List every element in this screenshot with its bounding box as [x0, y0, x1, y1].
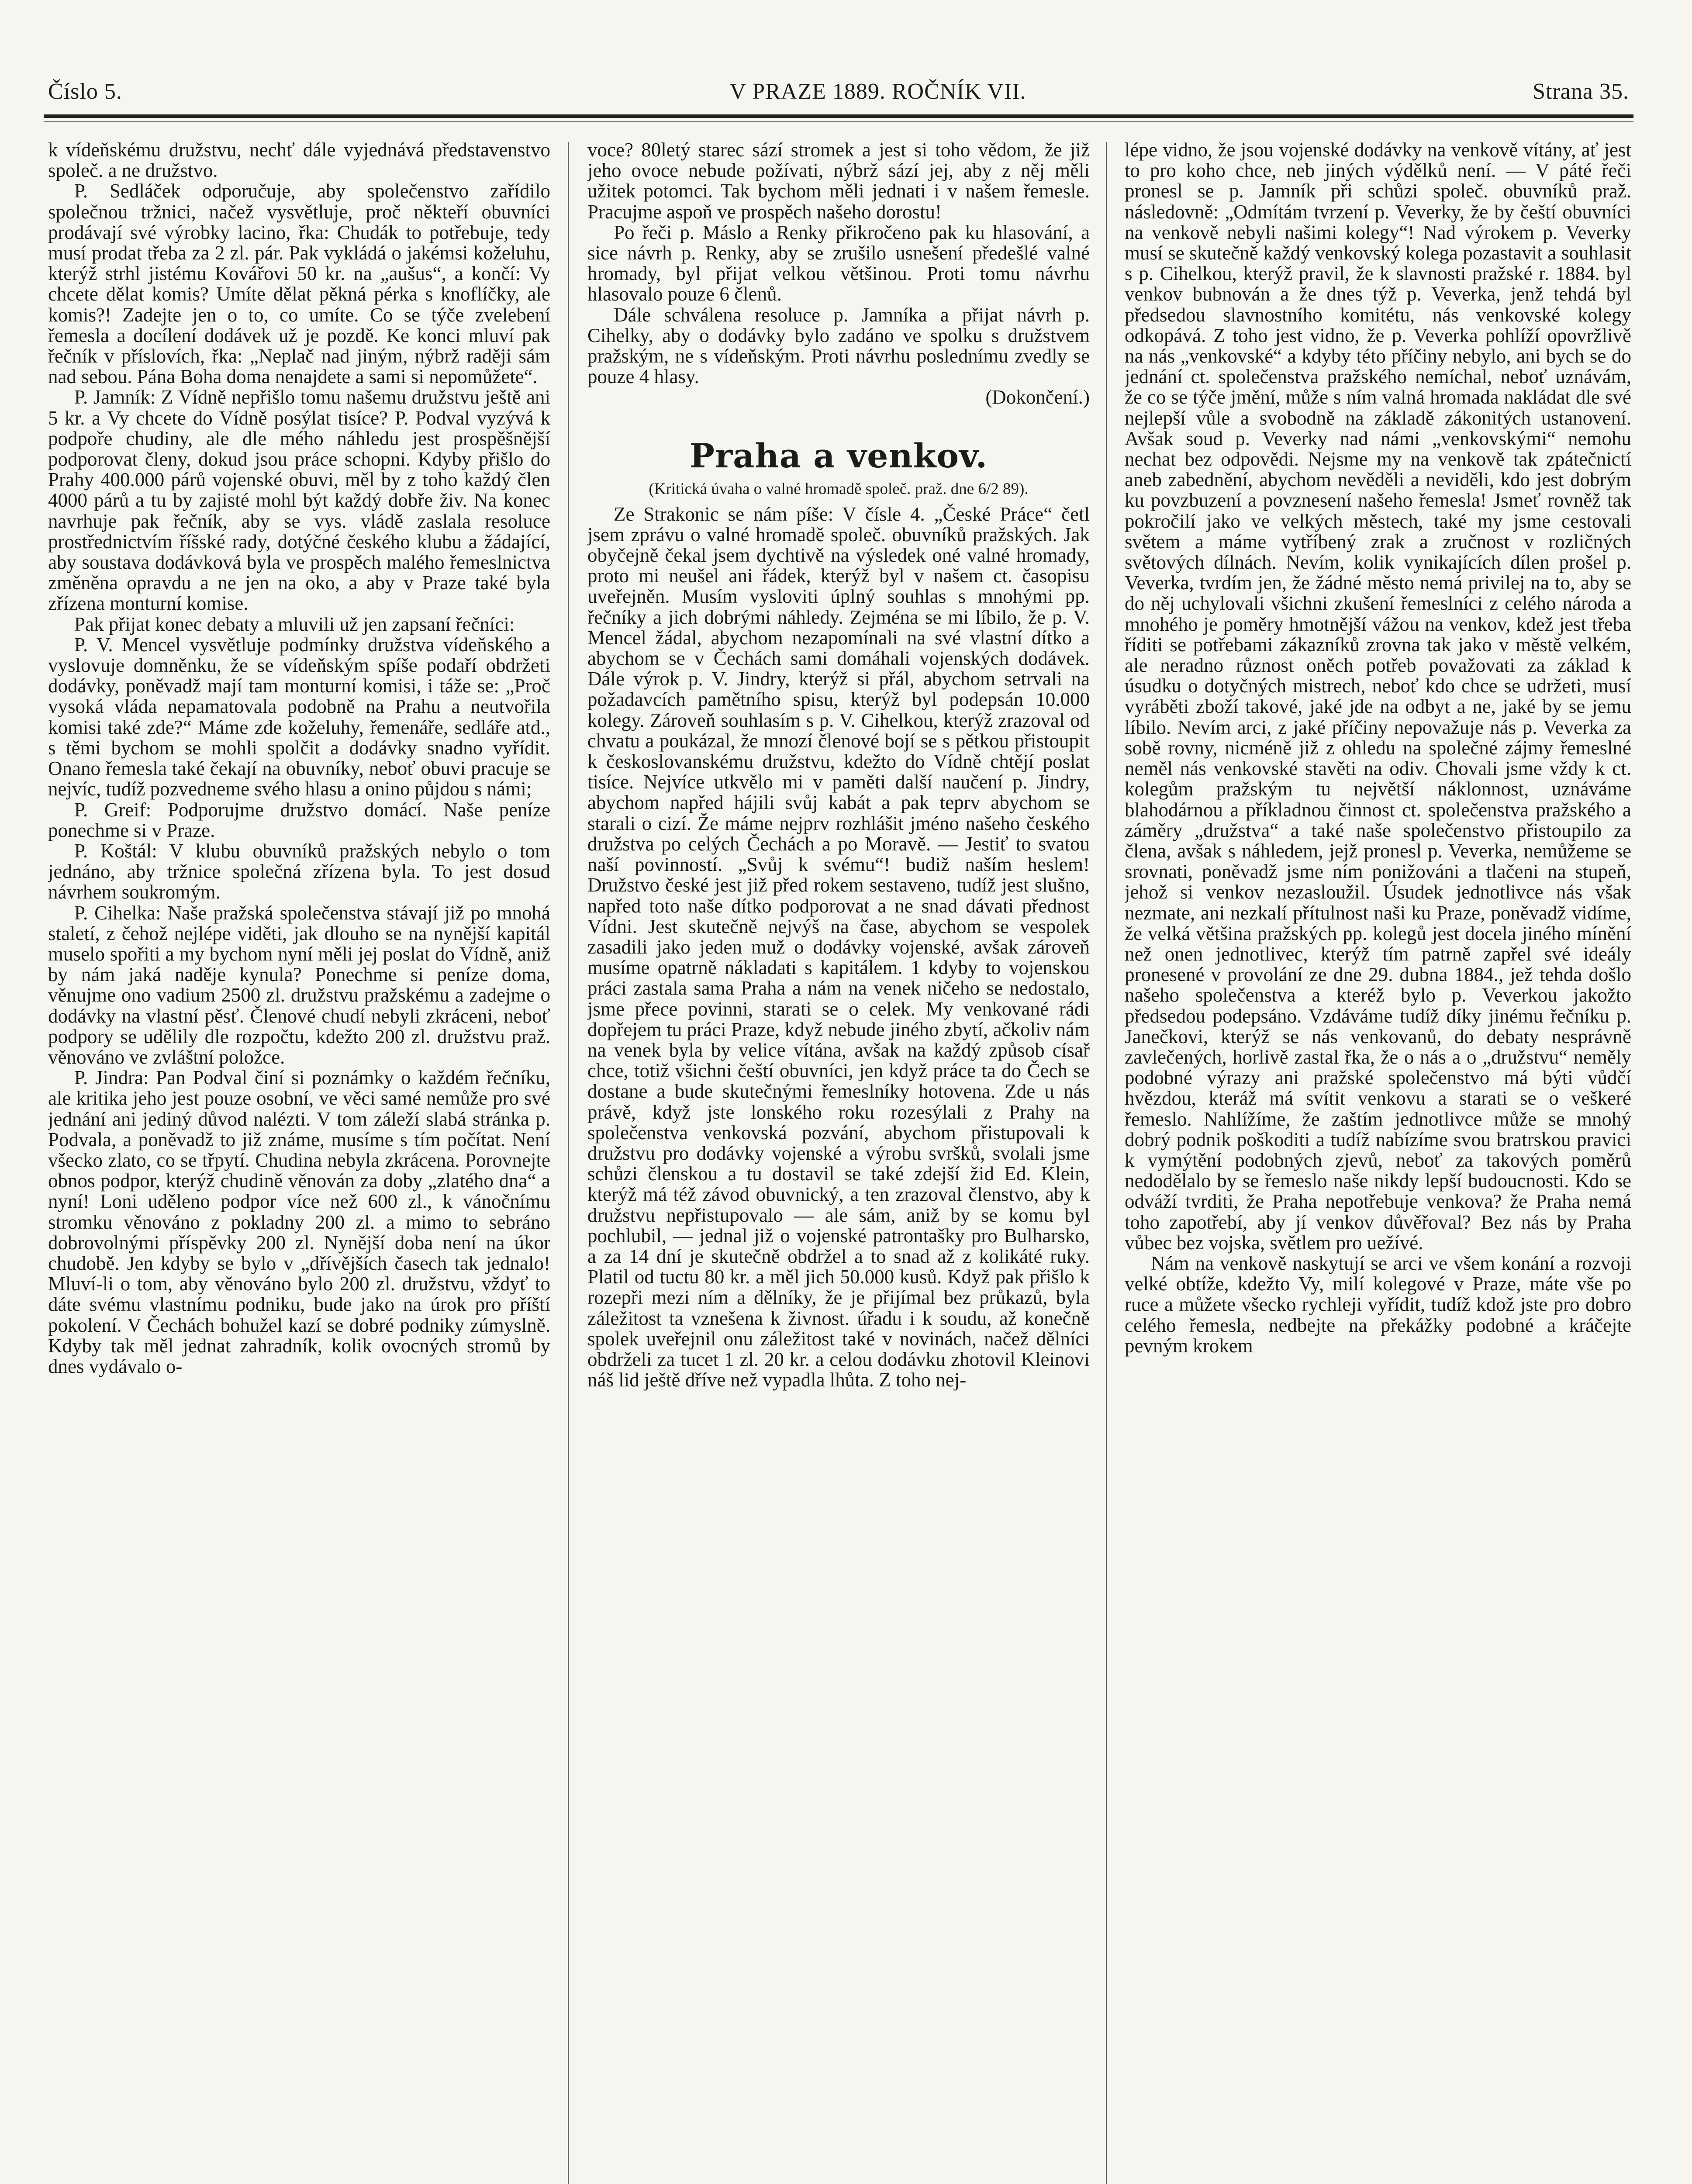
paragraph: P. Greif: Podporujme družstvo domácí. Naše peníze ponechme si v Praze.	[48, 798, 550, 841]
end-note: (Dokončení.)	[985, 386, 1090, 408]
paragraph: Pak přijat konec debaty a mluvili už jen zapsaní řečníci:	[74, 613, 515, 635]
section-subtitle: (Kritická úvaha o valné hromadě společ. praž. dne 6/2 89).	[649, 480, 1029, 498]
column-2	[587, 140, 1090, 2184]
paragraph: Po řeči p. Máslo a Renky přikročeno pak ku hlasování, a sice návrh p. Renky, aby se zrušilo usnešení předešlé valné hromady, byl přijat velkou většinou. Proti tomu návrhu hlasovalo pouze 6 členů.	[587, 221, 1090, 305]
paragraph: P. Cihelka: Naše pražská společenstva stávají již po mnohá staletí, z čehož nejlépe viděti, jak dlouho se na nynější kapitál muselo spořiti a my bychom nyní měli jej poslat do Vídně, aniž by nám jaká naděje kynula? Ponechme si peníze doma, věnujme ono vadium 2500 zl. družstvu pražskému a zadejme o dodávky na vlastní pěsť. Členové chudí nebyli zkráceni, neboť podpory se udělily dle rozpočtu, kdežto 200 zl. družstvu praž. věnováno ve zvláštní položce.	[48, 902, 550, 1068]
column-1	[48, 140, 550, 2184]
header-rule-thin	[44, 121, 1633, 122]
page-header	[48, 74, 1629, 114]
header-rule	[44, 114, 1633, 118]
paragraph: Ze Strakonic se nám píše: V čísle 4. „České Práce“ četl jsem zprávu o valné hromadě společ. obuvníků pražských. Jak obyčejně čekal jsem dychtivě na výsledek oné valné hromady, proto mi neušel ani řádek, kterýž byl v našem ct. časopisu uveřejněn. Musím vysloviti úplný souhlas s mnohými pp. řečníky a jich dobrými náhledy. Zejména se mi líbilo, že p. V. Mencel žádal, abychom nezapomínali na své vlastní dítko a abychom se v Čechách sami domáhali vojenských dodávek. Dále výrok p. V. Jindry, kterýž si přál, abychom setrvali na požadavcích pamětního spisu, kterýž byl podepsán 10.000 kolegy. Zároveň souhlasím s p. V. Cihelkou, kterýž zrazoval od chvatu a poukázal, že mnozí členové bojí se s pětkou přistoupit k českoslovanskému družstvu, kdežto do Vídně chtějí poslat tisíce. Nejvíce utkvělo mi v paměti další naučení p. Jindry, abychom napřed hájili svůj kabát a pak teprv abychom se starali o cizí. Že máme nejprv rozhlášit jméno našeho českého družstva po celých Čechách a po Moravě. — Jestiť to svatou naší povinností. „Svůj k svému“! budiž naším heslem! Družstvo české jest již před rokem sestaveno, tudíž jest slušno, napřed toto naše dítko podporovat a ne snad dávati přednost Vídni. Jest skutečně nejvýš na čase, abychom se vespolek zasadili jako jeden muž o dodávky vojenské, avšak zároveň musíme opatrně nákladati s kapitálem. 1 kdyby to vojenskou práci zastala sama Praha a nám na venek ničeho se nedostalo, jsme přece povinni, starati se o celek. My venkované rádi dopřejem tu práci Praze, když nebude jiného zbytí, ačkoliv nám na venek byla by velice vítána, avšak na každý způsob císař chce, totiž všichni čeští obuvníci, jen když práce ta do Čech se dostane a bude skutečnými řemeslníky hotovena. Zde u nás právě, když jste lonského roku rozesýlali z Prahy na společenstva venkovská pozvání, abychom přistupovali k družstvu pro dodávky vojenské a výrobu svršků, svolali jsme schůzi členskou a tu dostavil se také zdejší žid Ed. Klein, kterýž má též závod obuvnický, a ten zrazoval členstvo, aby k družstvu nepřistupovalo — ale sám, aniž by se komu byl pochlubil, — jednal již o vojenské patrontašky pro Bulharsko, a za 14 dní je skutečně obdržel a to snad až z kolikáté ruky. Platil od tuctu 80 kr. a měl jich 50.000 kusů. Když pak přišlo k rozepři mezi ním a dělníky, že je přijímal bez průkazů, byla záležitost ta vznešena k živnost. úřadu i k soudu, až konečně spolek uveřejnil onu záležitost také v novinách, načež dělníci obdrželi za tucet 1 zl. 20 kr. a celou dodávku zhotovil Kleinovi náš lid ještě dříve než vypadla lhůta. Z toho nej-	[587, 503, 1090, 1391]
paragraph: Dále schválena resoluce p. Jamníka a přijat návrh p. Cihelky, aby o dodávky bylo zadáno ve spolku s družstvem pražským, ne s vídeňským. Proti návrhu poslednímu zvedly se pouze 4 hlasy.	[587, 304, 1090, 388]
paragraph: P. Koštál: V klubu obuvníků pražských nebylo o tom jednáno, aby tržnice společná zřízena byla. To jest dosud návrhem soukromým.	[48, 840, 550, 903]
paragraph: voce? 80letý starec sází stromek a jest si toho vědom, že již jeho ovoce nebude požívati, nýbrž sází jej, aby z něj měli užitek potomci. Tak bychom měli jednati i v našem řemesle. Pracujme aspoň ve prospěch našeho dorostu!	[587, 140, 1090, 223]
paragraph: P. Jamník: Z Vídně nepřišlo tomu našemu družstvu ještě ani 5 kr. a Vy chcete do Vídně posýlat tisíce? P. Podval vyzývá k podpoře chudiny, ale dle mého náhledu jest prospěšnější podporovat členy, dokud jsou práce schopni. Kdyby přišlo do Prahy 400.000 párů vojenské obuvi, měl by z toho každý člen 4000 párů a tu by zajisté mohl být každý dobře živ. Na konec navrhuje pak řečník, aby se vys. vládě zaslala resoluce prostřednictvím říšské rady, dotýčné českého klubu a žádající, aby soustava dodávková byla ve prospěch malého řemeslnictva změněna opravdu a ne jen na oko, a aby v Praze také byla zřízena monturní komise.	[48, 386, 550, 615]
issue-number: Číslo 5.	[48, 79, 122, 104]
paragraph: P. Sedláček odporučuje, aby společenstvo zařídilo společnou tržnici, načež vysvětluje, proč někteří obuvníci prodávají své výrobky lacino, řka: Chudák to potřebuje, tedy musí prodat třeba za 2 zl. pár. Pak vykládá o jakémsi koželuhu, kterýž strhl jistému Kovářovi 50 kr. na „aušus“, a končí: Vy chcete dělat komis? Umíte dělat pěkná pérka s knoflíčky, ale komis?! Zadejte jen o to, co umíte. Co se týče zvelebení řemesla a docílení dodávek už je pozdě. Ke konci mluví pak řečník v příslovích, řka: „Neplač nad jiným, nýbrž raději sám nad sebou. Pána Boha doma nenajdete a sami si nepomůžete“.	[48, 180, 550, 388]
paragraph: P. Jindra: Pan Podval činí si poznámky o každém řečníku, ale kritika jeho jest pouze osobní, ve věci samé nemůže pro své jednání ani jediný důvod nalézti. V tom záleží slabá stránka p. Podvala, a poněvadž to již známe, musíme s tím počítat. Není všecko zlato, co se třpytí. Chudina nebyla zkrácena. Porovnejte obnos podpor, kterýž chudině věnován za doby „zlatého dna“ a nyní! Loni uděleno podpor více než 600 zl., k vánočnímu stromku věnováno z pokladny 200 zl. a mimo to sebráno dobrovolnými příspěvky 200 zl. Nynější doba není na úkor chudobě. Jen kdyby se bylo v „dřívějších časech tak jednalo! Mluví-li o tom, aby věnováno bylo 200 zl. družstvu, vždyť to dáte svému vlastnímu podniku, bude jako na úrok pro příští pokolení. V Čechách bohužel kazí se dobré podniky zúmyslně. Kdyby tak měl jednat zahradník, kolik ovocných stromů by dnes vydávalo o-	[48, 1067, 550, 1377]
paragraph: P. V. Mencel vysvětluje podmínky družstva vídeňského a vyslovuje domněnku, že se vídeňským spíše podaří obdržeti dodávky, poněvadž mají tam monturní komisi, i táže se: „Proč vysoká vláda nepamatovala podobně na Prahu a neutvořila komisi také zde?“ Máme zde koželuhy, řemenáře, sedláře atd., s těmi bychom se mohli spolčit a dodávky snadno vyřídit. Onano řemesla také čekají na obuvníky, neboť obuvi pracuje se nejvíc, tudíž pozvedneme svého hlasu a onino půjdou s námi;	[48, 633, 550, 800]
column-3	[1125, 140, 1631, 2184]
page-number: Strana 35.	[1533, 79, 1629, 104]
column-divider	[568, 142, 569, 2184]
paragraph: lépe vidno, že jsou vojenské dodávky na venkově vítány, ať jest to pro koho chce, neb jiných výdělků není. — V páté řeči pronesl se p. Jamník při schůzi společ. obuvníků praž. následovně: „Odmítám tvrzení p. Veverky, že by čeští obuvníci na venkově nebyli našimi kolegy“! Nad výrokem p. Veverky musí se skutečně každý venkovský kolega pozastavit a souhlasit s p. Cihelkou, kterýž pravil, že k slavnosti pražské r. 1884. byl venkov bubnován a že dnes týž p. Veverka, jenž tehdá byl předsedou slavnostního komitétu, nás venkovské kolegy odkopává. Z toho jest vidno, že p. Veverka pohlíží opovržlivě na nás „venkovské“ a kdyby této příčiny nebylo, ani bych se do jednání ct. společenstva pražského nemíchal, neboť uznávám, že co se týče jmění, může s ním valná hromada nakládat dle své nejlepší vůle a svobodně na základě zákonitých ustanovení. Avšak soud p. Veverky nad námi „venkovskými“ nemohu nechat bez odpovědi. Nejsme my na venkově tak zpátečnictí aneb zabednění, abychom nevěděli a neviděli, kdo jest dobrým ku povzbuzení a povznesení našeho řemesla! Jsmeť rovněž tak pokročilí jako ve velkých městech, také my jsme cestovali světem a máme vytříbený zrak a zručnost v rozličných světových dílnách. Nevím, kolik vynikajících dílen prošel p. Veverka, tvrdím jen, že žádné město nemá privilej na to, aby se do něj uchylovali všichni zkušení řemeslníci z celého národa a mnohého je poměry hmotnější vážou na venkov, kdež jest třeba říditi se potřebami zákazníků zrovna tak jako v městě velkém, ale neradno různost oněch potřeb považovati za základ k úsudku o dotyčných mistrech, neboť kdo chce se udržeti, musí vyráběti zboží takové, jaké jde na odbyt a ne, jaké by se jemu líbilo. Nevím arci, z jaké příčiny nepovažuje nás p. Veverka za sobě rovny, nicméně již z ohledu na společné zájmy řemeslné neměl nás venkovské stavěti na odiv. Chovali jsme vždy k ct. kolegům pražským tu největší náklonnost, uznáváme blahodárnou a příkladnou činnost ct. společenstva pražského a záměry „družstva“ a také naše společenstvo přistoupilo za člena, avšak s náhledem, jejž pronesl p. Veverka, nemůžeme se srovnati, poněvadž jsme ním ponižováni a tlačeni na stupeň, jehož si venkov nezasloužil. Úsudek jednotlivce nás však nezmate, ani nezkalí přítulnost naši ku Praze, poněvadž vidíme, že velká většina pražských pp. kolegů jest docela jiného mínění než onen jednotlivec, kterýž tím patrně zapřel své ideály pronesené v provolání ze dne 29. dubna 1884., jež tehda došlo našeho společenstva a kteréž bylo p. Veverkou jakožto předsedou podepsáno. Vzdáváme tudíž díky jinému řečníku p. Janečkovi, kterýž se nás venkovanů, do debaty nesprávně zavlečených, horlivě zastal řka, že o nás a o „družstvu“ neměly podobné výrazy ani pražské společenstvo má býti vůdčí hvězdou, kteráž má svítit venkovu a starati se o veškeré řemeslo. Nahlížíme, že zaštím jednotlivce může se mnohý dobrý podnik poškoditi a tudíž nabízíme svou bratrskou pravici k vymýtění podobných zjevů, neboť za takových poměrů nedodělalo by se řemeslo naše nikdy lepší budoucnosti. Kdo se odváží tvrditi, že Praha nepotřebuje venkova? že Praha nemá toho zapotřebí, aby jí venkov důvěřoval? Bez nás by Praha vůbec bez vojska, světlem pro uežívé.	[1125, 140, 1631, 1254]
paragraph: k vídeňskému družstvu, nechť dále vyjednává představenstvo společ. a ne družstvo.	[48, 140, 550, 182]
column-divider	[1106, 142, 1107, 2184]
section-title: Praha a venkov.	[689, 436, 988, 475]
paragraph: Nám na venkově naskytují se arci ve všem konání a rozvoji velké obtíže, kdežto Vy, milí kolegové v Praze, máte vše po ruce a můžete všecko rychleji vyřídit, tudíž kdož jste pro dobro celého řemesla, nedbejte na překážky podobné a kráčejte pevným krokem	[1125, 1252, 1631, 1357]
place-year-volume: V PRAZE 1889. ROČNÍK VII.	[729, 79, 1026, 104]
